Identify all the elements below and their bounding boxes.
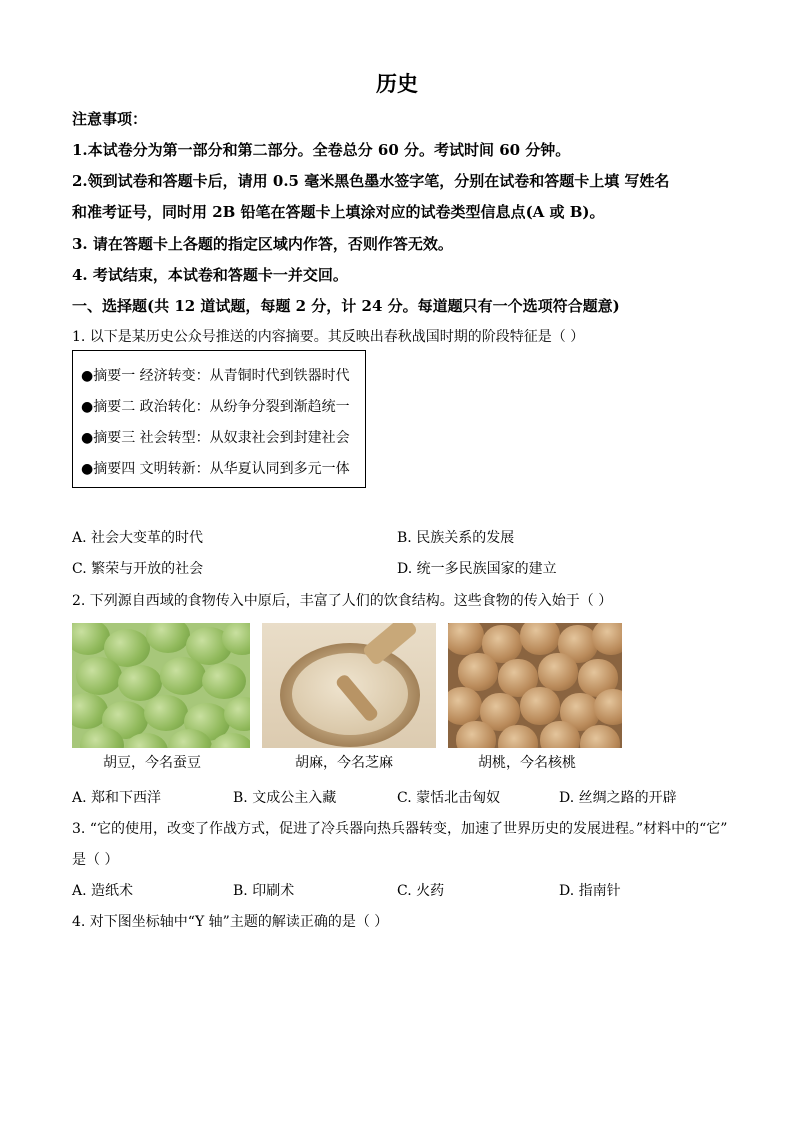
caption-walnut: 胡桃，今名核桃 [478,755,576,771]
q3-option-c[interactable]: C. 火药 [397,883,445,899]
broad-bean-image [72,623,250,748]
q2-stem: 2. 下列源自西域的食物传入中原后，丰富了人们的饮食结构。这些食物的传入始于（ ） [72,593,613,609]
q2-option-a[interactable]: A. 郑和下西洋 [72,790,162,806]
q1-option-a[interactable]: A. 社会大变革的时代 [72,530,204,546]
q1-stem: 1. 以下是某历史公众号推送的内容摘要。其反映出春秋战国时期的阶段特征是（ ） [72,329,585,345]
notice-item-1: 1.本试卷分为第一部分和第二部分。全卷总分 60 分。考试时间 60 分钟。 [72,141,571,159]
caption-sesame: 胡麻，今名芝麻 [295,755,393,771]
page-title: 历史 [376,71,418,96]
q2-option-b[interactable]: B. 文成公主入藏 [233,790,337,806]
notice-heading: 注意事项： [72,110,148,128]
summary-1: ●摘要一 经济转变：从青铜时代到铁器时代 [81,368,350,384]
caption-broad-bean: 胡豆，今名蚕豆 [103,755,201,771]
sesame-image [262,623,436,748]
notice-item-3: 3. 请在答题卡上各题的指定区域内作答，否则作答无效。 [72,235,453,253]
q3-stem-cont: 是（ ） [72,852,119,868]
q3-option-a[interactable]: A. 造纸术 [72,883,134,899]
q4-stem: 4. 对下图坐标轴中“Y 轴”主题的解读正确的是（ ） [72,914,389,930]
q3-option-d[interactable]: D. 指南针 [559,883,621,899]
notice-item-2: 2.领到试卷和答题卡后，请用 0.5 毫米黑色墨水签字笔，分别在试卷和答题卡上填 写姓名 [72,172,670,190]
q2-option-c[interactable]: C. 蒙恬北击匈奴 [397,790,501,806]
summary-4: ●摘要四 文明转新：从华夏认同到多元一体 [81,461,350,477]
q1-option-d[interactable]: D. 统一多民族国家的建立 [397,561,557,577]
q1-option-b[interactable]: B. 民族关系的发展 [397,530,515,546]
notice-item-4: 4. 考试结束，本试卷和答题卡一并交回。 [72,266,348,284]
section-heading: 一、选择题(共 12 道试题，每题 2 分，计 24 分。每道题只有一个选项符合题意) [72,297,620,315]
notice-item-2-cont: 和准考证号，同时用 2B 铅笔在答题卡上填涂对应的试卷类型信息点(A 或 B)。 [72,203,605,221]
q1-option-c[interactable]: C. 繁荣与开放的社会 [72,561,204,577]
summary-3: ●摘要三 社会转型：从奴隶社会到封建社会 [81,430,350,446]
summary-2: ●摘要二 政治转化：从纷争分裂到渐趋统一 [81,399,350,415]
q3-stem: 3. “它的使用，改变了作战方式，促进了冷兵器向热兵器转变，加速了世界历史的发展进程。”材料中的“它” [72,821,728,837]
q1-summary-box [72,350,366,488]
walnut-image [448,623,622,748]
q2-option-d[interactable]: D. 丝绸之路的开辟 [559,790,677,806]
q3-option-b[interactable]: B. 印刷术 [233,883,295,899]
